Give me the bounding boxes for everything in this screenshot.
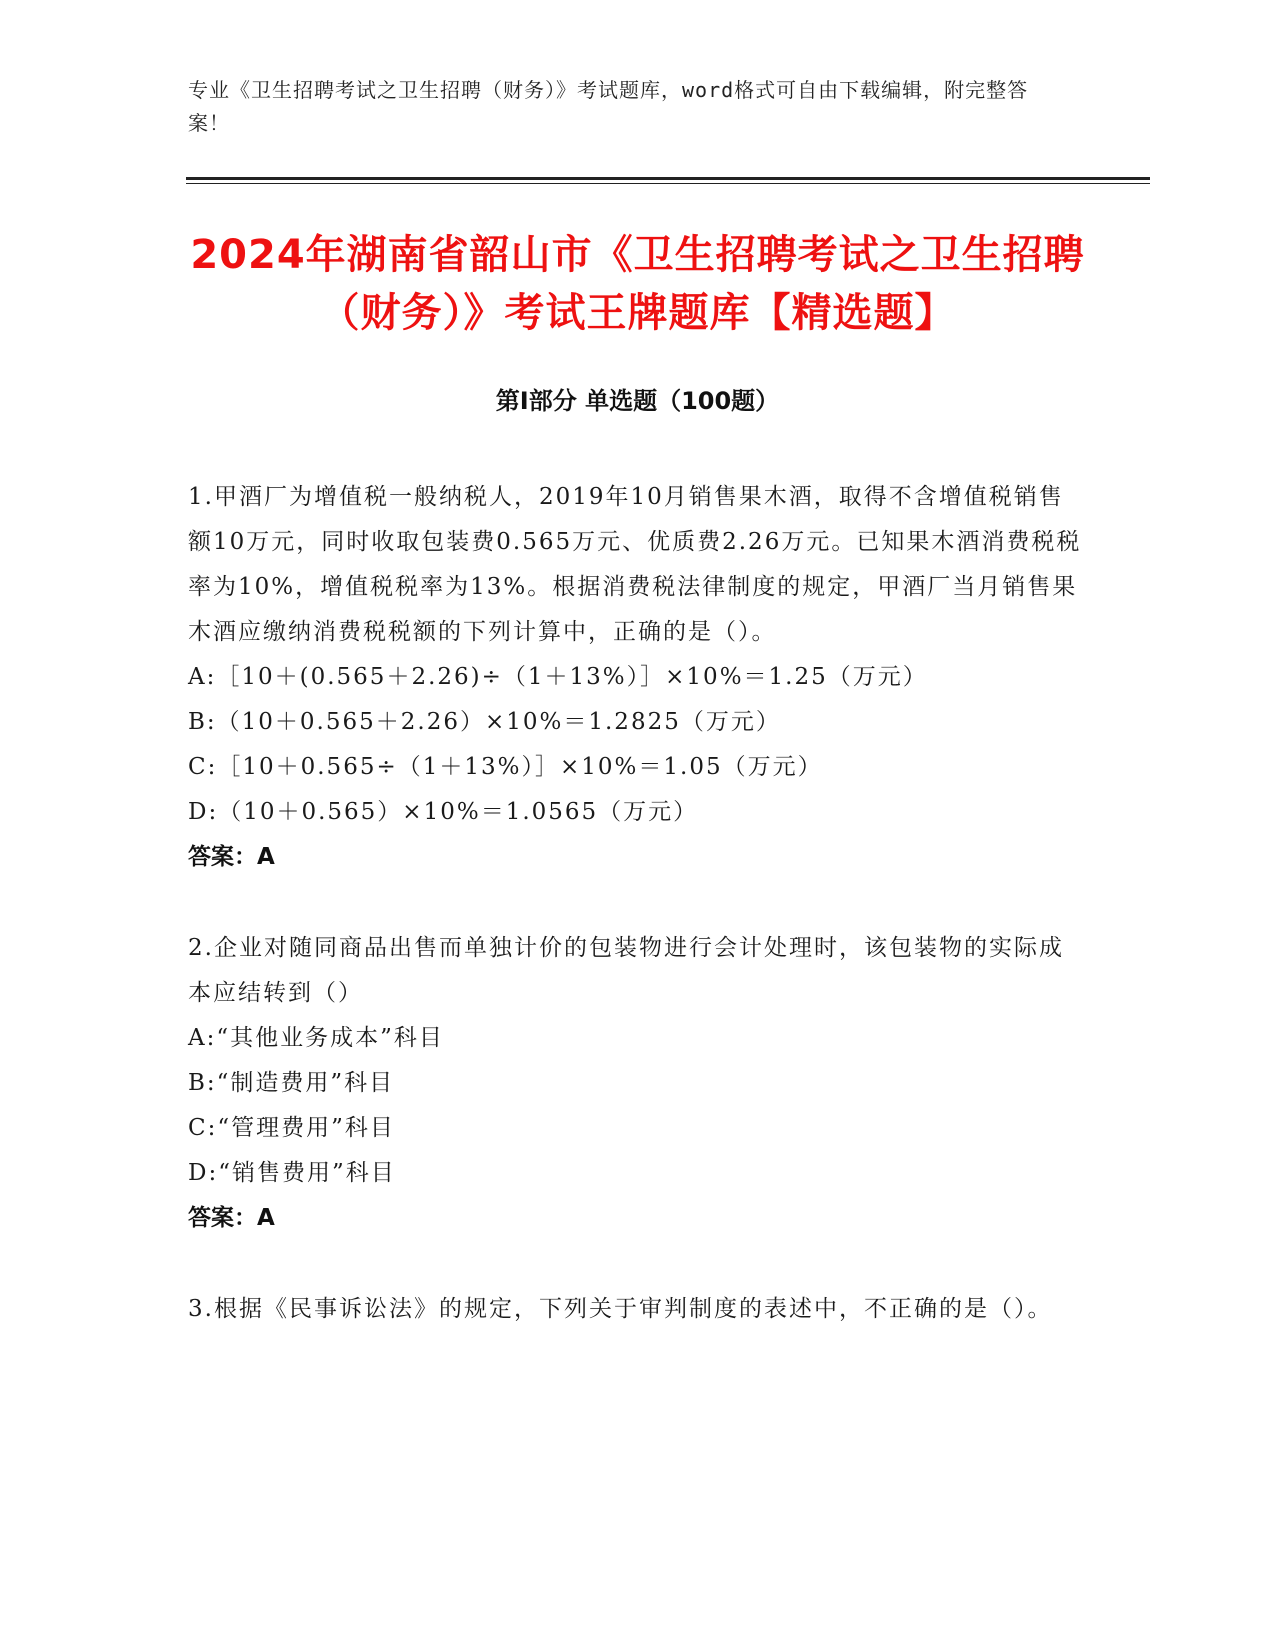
question-stem: 3.根据《民事诉讼法》的规定，下列关于审判制度的表述中，不正确的是（）。 xyxy=(188,1296,1053,1322)
option-c: C:“管理费用”科目 xyxy=(188,1115,395,1141)
question-stem: 2.企业对随同商品出售而单独计价的包装物进行会计处理时，该包装物的实际成本应结转到（） xyxy=(188,935,1064,1006)
answer: 答案：A xyxy=(188,844,275,870)
option-c: C:［10＋0.565÷（1＋13%）］×10%＝1.05（万元） xyxy=(188,754,823,780)
header-rule-thin xyxy=(186,183,1150,184)
header-note: 专业《卫生招聘考试之卫生招聘（财务）》考试题库，word格式可自由下载编辑，附完整答案！ xyxy=(188,78,1029,135)
option-a: A:［10＋(0.565＋2.26)÷（1＋13%）］×10%＝1.25（万元） xyxy=(188,664,928,690)
question-1 xyxy=(188,475,1088,880)
option-b: B:（10＋0.565＋2.26）×10%＝1.2825（万元） xyxy=(188,709,781,735)
section-title: 第I部分 单选题（100题） xyxy=(495,387,780,415)
answer: 答案：A xyxy=(188,1205,275,1231)
question-2 xyxy=(188,926,1088,1241)
option-b: B:“制造费用”科目 xyxy=(188,1070,395,1096)
option-d: D:“销售费用”科目 xyxy=(188,1160,396,1186)
option-a: A:“其他业务成本”科目 xyxy=(188,1025,444,1051)
option-d: D:（10＋0.565）×10%＝1.0565（万元） xyxy=(188,799,699,825)
question-list xyxy=(188,475,1088,1378)
question-3 xyxy=(188,1287,1088,1332)
header-rule-thick xyxy=(186,177,1150,180)
question-stem: 1.甲酒厂为增值税一般纳税人，2019年10月销售果木酒，取得不含增值税销售额10万元，同时收取包装费0.565万元、优质费2.26万元。已知果木酒消费税税率为10%，增值税税率为13%。根据消费税法律制度的规定，甲酒厂当月销售果木酒应缴纳消费税税额的下列计算中，正确的是（）。 xyxy=(188,484,1082,645)
document-title: 2024年湖南省韶山市《卫生招聘考试之卫生招聘（财务）》考试王牌题库【精选题】 xyxy=(190,232,1085,336)
